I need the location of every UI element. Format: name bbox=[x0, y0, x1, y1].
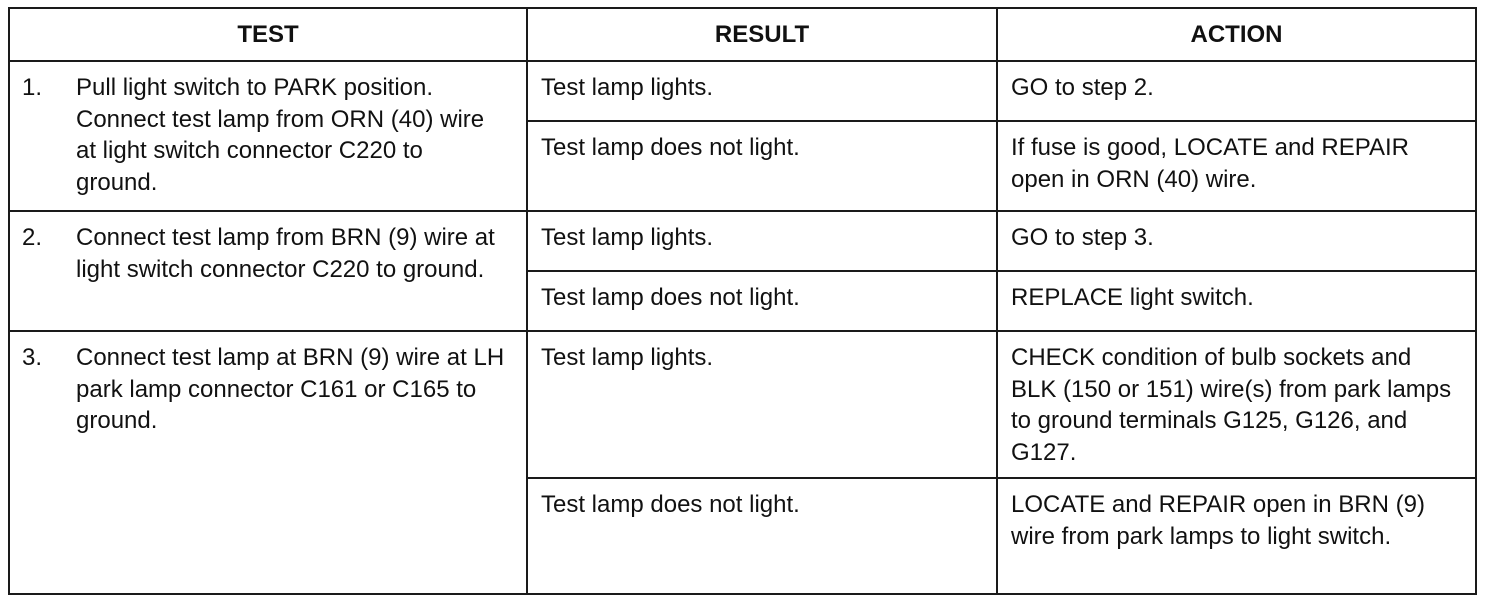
table-row bbox=[9, 331, 1476, 478]
result-cell: Test lamp lights. bbox=[527, 211, 997, 271]
step-number: 1. bbox=[22, 74, 43, 101]
step-test-text: Connect test lamp from BRN (9) wire at light switch connector C220 to ground. bbox=[76, 224, 495, 283]
test-cell-step-2 bbox=[9, 211, 527, 331]
header-row bbox=[9, 8, 1476, 61]
test-cell-step-3 bbox=[9, 331, 527, 594]
action-cell: GO to step 3. bbox=[997, 211, 1476, 271]
header-test: TEST bbox=[9, 8, 527, 61]
test-cell-step-1 bbox=[9, 61, 527, 211]
step-number: 3. bbox=[22, 344, 43, 371]
header-result: RESULT bbox=[527, 8, 997, 61]
step-test-text: Connect test lamp at BRN (9) wire at LH park lamp connector C161 or C165 to ground. bbox=[76, 344, 505, 434]
action-cell: REPLACE light switch. bbox=[997, 271, 1476, 331]
step-number: 2. bbox=[22, 224, 43, 251]
result-cell: Test lamp lights. bbox=[527, 61, 997, 121]
step-test-text: Pull light switch to PARK position. Connect test lamp from ORN (40) wire at light switch connector C220 to ground. bbox=[76, 74, 485, 196]
result-cell: Test lamp does not light. bbox=[527, 478, 997, 594]
result-cell: Test lamp does not light. bbox=[527, 121, 997, 211]
action-cell: CHECK condition of bulb sockets and BLK (150 or 151) wire(s) from park lamps to ground terminals G125, G126, and G127. bbox=[997, 331, 1476, 478]
table-row bbox=[9, 211, 1476, 271]
header-action: ACTION bbox=[997, 8, 1476, 61]
action-cell: GO to step 2. bbox=[997, 61, 1476, 121]
result-cell: Test lamp does not light. bbox=[527, 271, 997, 331]
diagnostic-table bbox=[8, 7, 1477, 595]
result-cell: Test lamp lights. bbox=[527, 331, 997, 478]
action-cell: LOCATE and REPAIR open in BRN (9) wire from park lamps to light switch. bbox=[997, 478, 1476, 594]
table-row bbox=[9, 61, 1476, 121]
action-cell: If fuse is good, LOCATE and REPAIR open in ORN (40) wire. bbox=[997, 121, 1476, 211]
